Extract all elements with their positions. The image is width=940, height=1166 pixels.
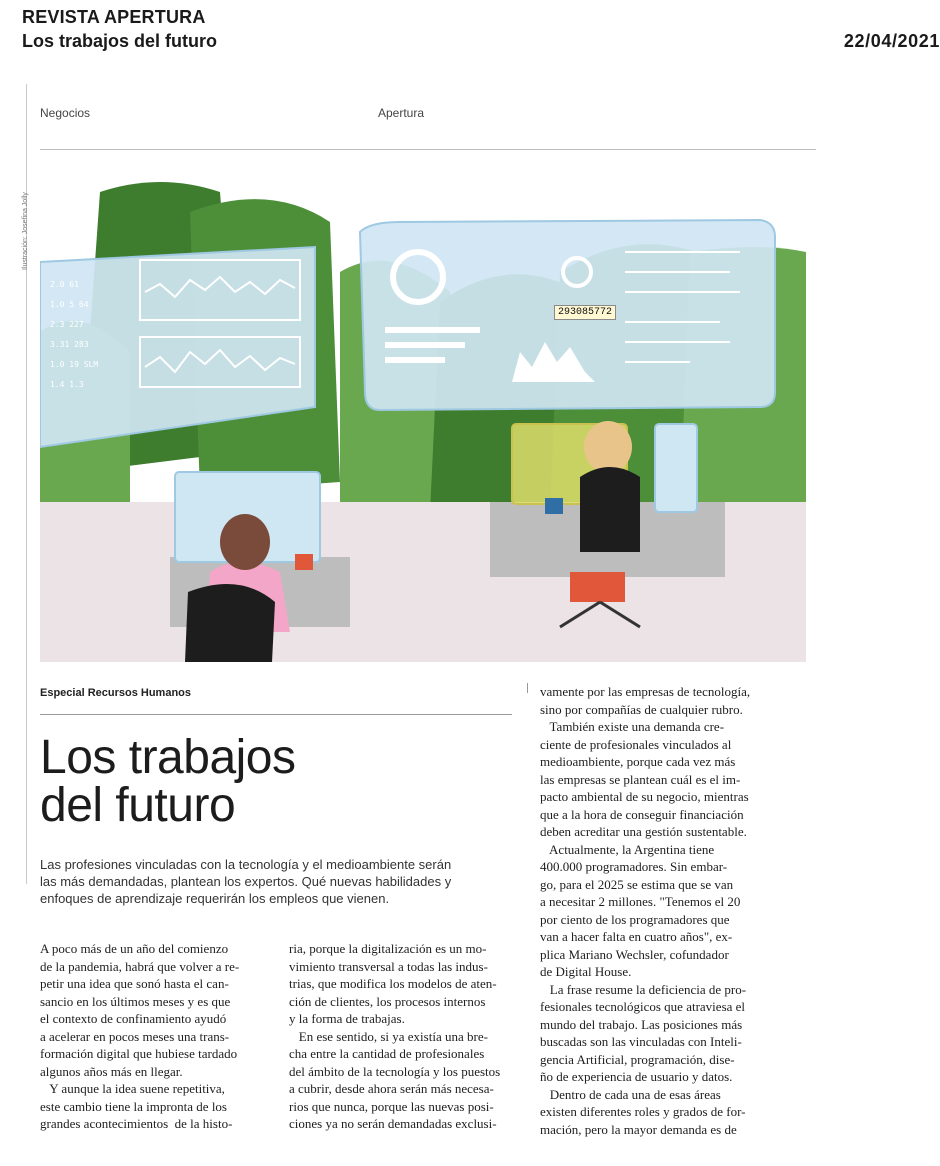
- svg-text:2.0 61: 2.0 61: [50, 280, 79, 289]
- section-label-apertura: Apertura: [378, 106, 425, 120]
- svg-text:1.0 5 64: 1.0 5 64: [50, 300, 89, 309]
- body-text-line: sancio en los últimos meses y es que: [40, 993, 231, 1009]
- body-text-line: gencia Artificial, programación, dise-: [540, 1051, 735, 1067]
- article-lead: [40, 856, 510, 907]
- body-text-line: rios que nunca, porque las nuevas posi-: [289, 1098, 494, 1114]
- chair-left: [185, 584, 275, 662]
- body-text-line: a acelerar en pocos meses una trans-: [40, 1028, 230, 1044]
- body-text-line: ción de clientes, los procesos internos: [289, 993, 486, 1009]
- body-text-line: Y aunque la idea suene repetitiva,: [40, 1081, 225, 1096]
- body-text-line: deben acreditar una gestión sustentable.: [540, 824, 747, 839]
- body-column-1: [40, 940, 272, 1133]
- body-text-line: trias, que modifica los modelos de aten-: [289, 976, 497, 991]
- mug-right: [545, 498, 563, 514]
- body-text-line: ciente de profesionales vinculados al: [540, 736, 732, 752]
- monitor-right-side: [655, 424, 697, 512]
- body-text-line: este cambio tiene la impronta de los: [40, 1098, 227, 1114]
- illustration: [40, 152, 806, 662]
- section-label-negocios: Negocios: [40, 106, 91, 120]
- clipping-id-tag: 293085772: [554, 305, 616, 320]
- body-text-line: También existe una demanda cre-: [540, 719, 725, 734]
- body-text-line: cha entre la cantidad de profesionales: [289, 1046, 485, 1061]
- lead-line: las más demandadas, plantean los expertos. Qué nuevas habilidades y: [40, 874, 452, 889]
- body-text-line: y la forma de trabajas.: [289, 1011, 405, 1026]
- body-text-line: En ese sentido, si ya existía una bre-: [289, 1028, 488, 1044]
- svg-text:2.3 227: 2.3 227: [50, 320, 84, 329]
- body-text-line: mación, pero la mayor demanda es de: [540, 1121, 737, 1137]
- body-text-line: petir una idea que sonó hasta el can-: [40, 976, 229, 991]
- body-text-line: plica Mariano Wechsler, cofundador: [540, 946, 729, 962]
- body-text-line: de la pandemia, habrá que volver a re-: [40, 958, 240, 974]
- body-text-line: a necesitar 2 millones. "Tenemos el 20: [540, 894, 741, 909]
- body-text-line: pacto ambiental de su negocio, mientras: [540, 789, 749, 804]
- kicker-divider: [40, 714, 512, 715]
- body-text-line: go, para el 2025 se estima que se van: [540, 876, 734, 892]
- top-divider: [40, 149, 816, 150]
- clipping-title: Los trabajos del futuro: [22, 31, 218, 51]
- body-text-line: las empresas se plantean cuál es el im-: [540, 771, 741, 787]
- body-text-line: 400.000 programadores. Sin embar-: [540, 859, 728, 874]
- mug-left: [295, 554, 313, 570]
- body-text-line: medioambiente, porque cada vez más: [540, 754, 736, 769]
- body-column-2: [289, 940, 521, 1133]
- body-text-line: el contexto de confinamiento ayudó: [40, 1011, 227, 1026]
- body-text-line: de Digital House.: [540, 964, 632, 979]
- column-divider: [527, 683, 528, 693]
- body-text-line: van a hacer falta en cuatro años", ex-: [540, 929, 733, 944]
- body-text-line: sino por compañías de cualquier rubro.: [540, 701, 743, 717]
- body-text-line: ño de experiencia de usuario y datos.: [540, 1069, 733, 1084]
- clipping-header: [0, 0, 940, 60]
- body-text-line: del ámbito de la tecnología y los puestos: [289, 1063, 501, 1079]
- article-kicker: Especial Recursos Humanos: [40, 687, 192, 699]
- body-text-line: vimiento transversal a todas las indus-: [289, 958, 488, 974]
- chair-right: [580, 467, 640, 552]
- body-text-line: grandes acontecimientos de la histo-: [40, 1116, 233, 1131]
- body-text-line: fesionales tecnológicos que atraviesa el: [540, 999, 746, 1014]
- body-text-line: La frase resume la deficiencia de pro-: [540, 981, 747, 997]
- body-text-line: ciones ya no serán demandadas exclusi-: [289, 1116, 497, 1131]
- headline-line: del futuro: [40, 779, 236, 832]
- publication-name: REVISTA APERTURA: [22, 7, 206, 27]
- body-text-line: Actualmente, la Argentina tiene: [540, 841, 715, 857]
- body-text-line: formación digital que hubiese tardado: [40, 1046, 238, 1061]
- body-text-line: buscadas son las vinculadas con Inteli-: [540, 1034, 742, 1049]
- article-headline: [40, 731, 296, 832]
- svg-text:1.4 1.3: 1.4 1.3: [50, 380, 84, 389]
- lead-line: Las profesiones vinculadas con la tecnología y el medioambiente serán: [40, 857, 452, 872]
- headline-line: Los trabajos: [40, 731, 296, 784]
- body-text-line: algunos años más en llegar.: [40, 1063, 183, 1079]
- body-text-line: A poco más de un año del comienzo: [40, 941, 229, 956]
- body-text-line: vamente por las empresas de tecnología,: [540, 684, 751, 699]
- clipping-date: 22/04/2021: [843, 31, 940, 51]
- body-column-3: [540, 683, 772, 1138]
- body-text-line: por ciento de los programadores que: [540, 911, 730, 927]
- body-text-line: mundo del trabajo. Las posiciones más: [540, 1016, 743, 1032]
- body-text-line: existen diferentes roles y grados de for-: [540, 1104, 746, 1119]
- body-text-line: a cubrir, desde ahora serán más necesa-: [289, 1081, 494, 1096]
- body-text-line: que a la hora de conseguir financiación: [540, 806, 744, 822]
- svg-text:3.31 283: 3.31 283: [50, 340, 89, 349]
- body-text-line: ria, porque la digitalización es un mo-: [289, 941, 487, 956]
- lead-line: enfoques de aprendizaje requerirán los empleos que vienen.: [40, 891, 390, 906]
- illustration-credit: Ilustración: Josefina Jolly: [22, 192, 29, 270]
- body-text-line: Dentro de cada una de esas áreas: [540, 1086, 721, 1102]
- svg-text:1.0 19 SLM: 1.0 19 SLM: [50, 360, 99, 369]
